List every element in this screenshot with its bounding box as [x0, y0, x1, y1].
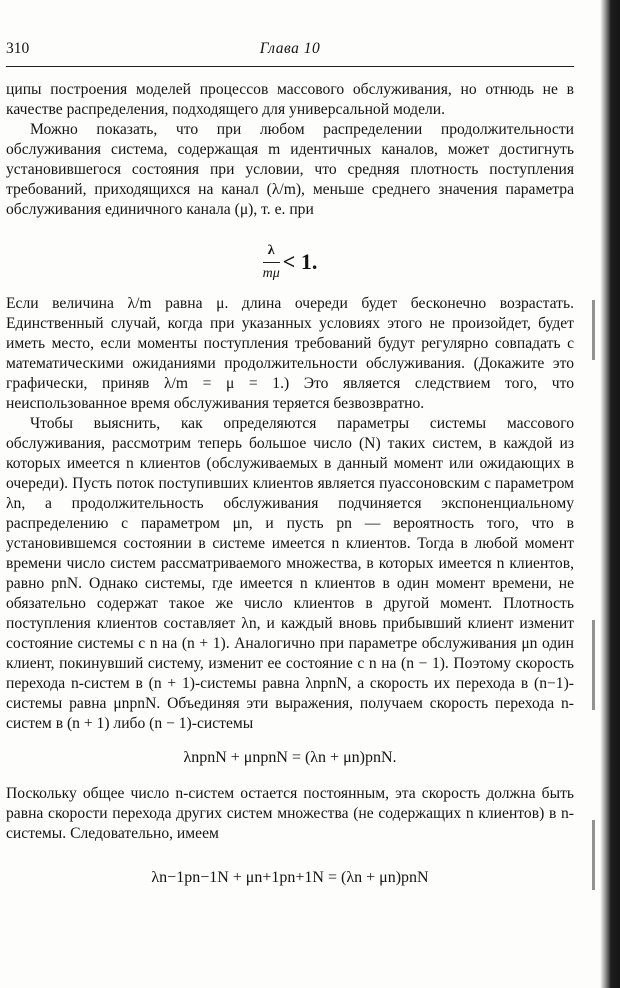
- formula-fraction: [263, 241, 280, 284]
- formula-balance-equation: λn−1pn−1N + μn+1pn+1N = (λn + μn)pnN: [151, 869, 429, 886]
- paragraph-queue-length: Если величина λ/m равна μ. длина очереди будет бесконечно возрастать. Единственный случай, когда при указанных условиях этого не произойдет, будет иметь место, если моменты поступления требований будут регулярно совпадать с математическими ожиданиями продолжительности обслуживания. (Докажите это графически, приняв λ/m = μ = 1.) Это является следствием того, что неиспользованное время обслуживания теряется безвозвратно.: [6, 295, 574, 412]
- formula-stability: [6, 234, 574, 290]
- fraction-denominator: mμ: [262, 265, 280, 281]
- formula-transition-rate: λnpnN + μnpnN = (λn + μn)pnN.: [183, 749, 397, 766]
- paragraph-conservation: Поскольку общее число n-систем остается постоянным, эта скорость должна быть равна скорости перехода других систем множества (не содержащих n клиентов) в n-системы. Следовательно, имеем: [6, 785, 574, 842]
- page-header: [6, 40, 574, 67]
- edge-speck: [592, 820, 595, 890]
- running-head: Глава 10: [259, 40, 321, 57]
- formula-inequality: < 1.: [282, 249, 318, 274]
- page-number: 310: [6, 40, 30, 57]
- edge-speck: [592, 300, 595, 360]
- paragraph-continuation: ципы построения моделей процессов массового обслуживания, но отнюдь не в качестве распределения, подходящего для универсальной модели.: [6, 81, 574, 118]
- paragraph-stability: Можно показать, что при любом распределении продолжительности обслуживания система, содержащая m идентичных каналов, может достигнуть установившегося состояния при условии, что средняя плотность поступления требований, приходящихся на канал (λ/m), меньше среднего значения параметра обслуживания единичного канала (μ), т. е. при: [6, 121, 574, 218]
- paragraph-parameters: Чтобы выяснить, как определяются параметры системы массового обслуживания, рассмотрим теперь большое число (N) таких систем, в каждой из которых имеется n клиентов (обслуживаемых в данный момент или ожидающих в очереди). Пусть поток поступивших клиентов является пуассоновским с параметром λn, а продолжительность обслуживания подчиняется экспоненциальному распределению с параметром μn, и пусть pn — вероятность того, что в установившемся состоянии в системе имеется n клиентов. Тогда в любой момент времени число систем рассматриваемого множества, в которых имеется n клиентов, равно pnN. Однако системы, где имеется n клиентов в один момент времени, не обязательно содержат такое же число клиентов в другой момент. Плотность поступления клиентов составляет λn, и каждый вновь прибывший клиент изменит состояние системы с n на (n + 1). Аналогично при параметре обслуживания μn один клиент, покинувший систему, изменит ее состояние с n на (n − 1). Поэтому скорость перехода n-систем в (n + 1)-системы равна λnpnN, а скорость их перехода в (n−1)-системы равна μnpnN. Объединяя эти выражения, получаем скорость перехода n-систем в (n + 1) либо (n − 1)-системы: [6, 415, 574, 732]
- fraction-numerator: λ: [263, 241, 280, 263]
- page-edge-shadow: [600, 0, 620, 988]
- edge-speck: [592, 620, 595, 710]
- page-body: [6, 80, 574, 888]
